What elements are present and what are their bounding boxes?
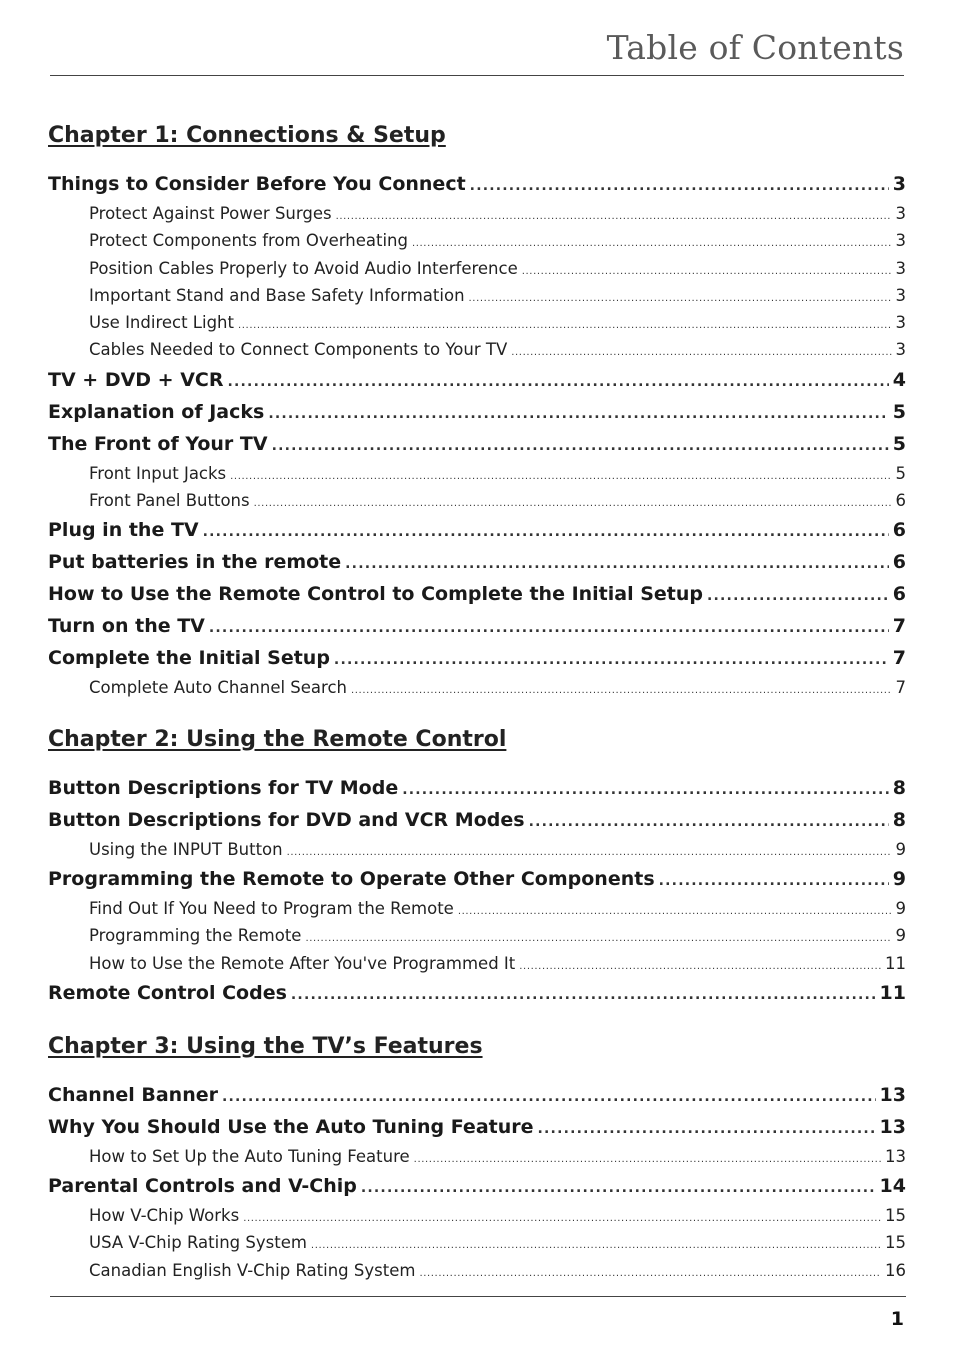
footer-divider — [50, 1296, 906, 1297]
entry-title: Find Out If You Need to Program the Remote — [89, 898, 454, 918]
entry-page-number: 16 — [885, 1260, 906, 1280]
entry-title: How to Set Up the Auto Tuning Feature — [89, 1146, 410, 1166]
entry-title: Channel Banner — [48, 1083, 218, 1106]
entry-page-number: 13 — [879, 1083, 906, 1106]
entry-page-number: 7 — [892, 647, 906, 670]
entry-page-number: 9 — [895, 898, 906, 918]
entry-page-number: 5 — [892, 432, 906, 455]
toc-section-entry[interactable] — [48, 428, 906, 460]
entry-page-number: 6 — [892, 551, 906, 574]
toc-subsection-entry[interactable] — [48, 336, 906, 363]
entry-page-number: 5 — [892, 400, 906, 423]
entry-title: The Front of Your TV — [48, 432, 268, 455]
toc-section-entry[interactable] — [48, 610, 906, 642]
entry-title: Remote Control Codes — [48, 981, 287, 1004]
entry-page-number: 9 — [895, 926, 906, 946]
dot-leader — [228, 366, 889, 398]
entry-page-number: 7 — [892, 615, 906, 638]
dot-leader — [305, 925, 891, 952]
toc-section-entry[interactable] — [48, 804, 906, 836]
entry-title: Cables Needed to Connect Components to Your TV — [89, 340, 508, 360]
toc-section-entry[interactable] — [48, 772, 906, 804]
toc-section-entry[interactable] — [48, 514, 906, 546]
entry-title: Front Panel Buttons — [89, 491, 250, 511]
dot-leader — [272, 430, 889, 462]
entry-page-number: 4 — [892, 368, 906, 391]
dot-leader — [707, 580, 889, 612]
toc-section-entry[interactable] — [48, 578, 906, 610]
dot-leader — [243, 1205, 881, 1232]
toc-subsection-entry[interactable] — [48, 836, 906, 863]
toc-section-entry[interactable] — [48, 364, 906, 396]
entry-title: Important Stand and Base Safety Information — [89, 285, 465, 305]
entry-page-number: 3 — [895, 313, 906, 333]
dot-leader — [230, 463, 891, 490]
dot-leader — [458, 898, 892, 925]
entry-title: Button Descriptions for DVD and VCR Modes — [48, 808, 525, 831]
entry-title: Complete the Initial Setup — [48, 647, 330, 670]
entry-title: Button Descriptions for TV Mode — [48, 776, 399, 799]
entry-page-number: 5 — [895, 463, 906, 483]
entry-title: How to Use the Remote After You've Programmed It — [89, 953, 516, 973]
entry-page-number: 3 — [895, 204, 906, 223]
page-number: 1 — [890, 1308, 904, 1330]
chapter-spacer — [48, 1071, 906, 1079]
toc-subsection-entry[interactable] — [48, 1229, 906, 1256]
dot-leader — [311, 1232, 881, 1259]
entry-page-number: 11 — [885, 953, 906, 973]
entry-page-number: 3 — [892, 173, 906, 195]
entry-page-number: 3 — [895, 340, 906, 360]
toc-subsection-entry[interactable] — [48, 227, 906, 254]
entry-title: Protect Against Power Surges — [89, 204, 332, 223]
toc-section-entry[interactable] — [48, 1079, 906, 1111]
dot-leader — [414, 1146, 881, 1173]
page-title: Table of Contents — [606, 28, 904, 67]
chapter-heading[interactable]: Chapter 1: Connections & Setup — [48, 123, 446, 148]
dot-leader — [470, 170, 889, 202]
toc-subsection-entry[interactable] — [48, 1143, 906, 1170]
chapter-spacer — [48, 764, 906, 772]
entry-title: Why You Should Use the Auto Tuning Feature — [48, 1115, 534, 1138]
entry-title: How to Use the Remote Control to Complete the Initial Setup — [48, 583, 703, 606]
entry-page-number: 15 — [885, 1206, 906, 1226]
entry-title: Parental Controls and V-Chip — [48, 1175, 357, 1198]
entry-page-number: 6 — [892, 583, 906, 606]
entry-page-number: 6 — [895, 491, 906, 511]
entry-title: Explanation of Jacks — [48, 400, 265, 423]
chapter-heading[interactable]: Chapter 2: Using the Remote Control — [48, 726, 507, 752]
entry-page-number: 7 — [895, 678, 906, 698]
toc-subsection-entry[interactable] — [48, 460, 906, 487]
entry-page-number: 3 — [895, 231, 906, 251]
dot-leader — [419, 1260, 881, 1287]
dot-leader — [291, 979, 876, 1011]
entry-title: Protect Components from Overheating — [89, 231, 408, 251]
dot-leader — [334, 644, 889, 676]
table-of-contents — [48, 112, 906, 1284]
entry-title: Complete Auto Channel Search — [89, 678, 347, 698]
toc-section-entry[interactable] — [48, 1111, 906, 1143]
dot-leader — [254, 490, 892, 517]
toc-subsection-entry[interactable] — [48, 309, 906, 336]
dot-leader — [522, 258, 892, 285]
entry-title: Use Indirect Light — [89, 313, 234, 333]
entry-page-number: 6 — [892, 519, 906, 542]
toc-subsection-entry[interactable] — [48, 674, 906, 701]
toc-subsection-entry[interactable] — [48, 950, 906, 977]
entry-page-number: 9 — [892, 867, 906, 890]
entry-title: Using the INPUT Button — [89, 839, 283, 859]
dot-leader — [209, 612, 889, 644]
dot-leader — [412, 230, 892, 257]
toc-section-entry[interactable] — [48, 546, 906, 578]
toc-subsection-entry[interactable] — [48, 255, 906, 282]
entry-title: How V-Chip Works — [89, 1206, 240, 1226]
entry-page-number: 15 — [885, 1233, 906, 1253]
entry-page-number: 11 — [879, 981, 906, 1004]
toc-section-entry[interactable] — [48, 642, 906, 674]
entry-title: Canadian English V-Chip Rating System — [89, 1260, 416, 1280]
entry-page-number: 9 — [895, 839, 906, 859]
dot-leader — [336, 203, 892, 230]
dot-leader — [361, 1172, 876, 1204]
dot-leader — [519, 953, 881, 980]
entry-title: Programming the Remote to Operate Other Components — [48, 867, 655, 890]
dot-leader — [538, 1113, 876, 1145]
toc-subsection-entry[interactable] — [48, 922, 906, 949]
entry-title: USA V-Chip Rating System — [89, 1233, 307, 1253]
entry-page-number: 14 — [879, 1175, 906, 1198]
toc-subsection-entry[interactable] — [48, 200, 906, 227]
entry-title: Put batteries in the remote — [48, 551, 342, 574]
dot-leader — [203, 516, 889, 548]
toc-section-entry[interactable] — [48, 396, 906, 428]
entry-title: Things to Consider Before You Connect — [48, 173, 466, 195]
entry-page-number: 13 — [885, 1146, 906, 1166]
dot-leader — [238, 312, 892, 339]
header-divider — [50, 75, 904, 76]
entry-title: Plug in the TV — [48, 519, 199, 542]
dot-leader — [511, 339, 891, 366]
dot-leader — [402, 774, 889, 806]
dot-leader — [268, 398, 888, 430]
dot-leader — [351, 677, 892, 704]
entry-title: Position Cables Properly to Avoid Audio Interference — [89, 258, 518, 278]
entry-page-number: 13 — [879, 1115, 906, 1138]
toc-subsection-entry[interactable] — [48, 487, 906, 514]
entry-title: TV + DVD + VCR — [48, 368, 224, 391]
toc-section-entry[interactable] — [48, 1170, 906, 1202]
entry-page-number: 8 — [892, 776, 906, 799]
chapter-heading[interactable]: Chapter 3: Using the TV’s Features — [48, 1033, 483, 1059]
dot-leader — [222, 1081, 876, 1113]
entry-title: Front Input Jacks — [89, 463, 227, 483]
entry-title: Programming the Remote — [89, 926, 302, 946]
chapter-spacer — [48, 160, 906, 168]
entry-page-number: 8 — [892, 808, 906, 831]
entry-title: Turn on the TV — [48, 615, 205, 638]
entry-page-number: 3 — [895, 285, 906, 305]
toc-section-entry[interactable] — [48, 168, 906, 200]
dot-leader — [469, 285, 892, 312]
toc-subsection-entry[interactable] — [48, 1202, 906, 1229]
toc-section-entry[interactable] — [48, 977, 906, 1009]
toc-subsection-entry[interactable] — [48, 1257, 906, 1284]
dot-leader — [345, 548, 889, 580]
dot-leader — [659, 865, 889, 897]
toc-subsection-entry[interactable] — [48, 282, 906, 309]
dot-leader — [529, 806, 889, 838]
toc-section-entry[interactable] — [48, 863, 906, 895]
toc-subsection-entry[interactable] — [48, 895, 906, 922]
entry-page-number: 3 — [895, 258, 906, 278]
dot-leader — [287, 839, 892, 866]
